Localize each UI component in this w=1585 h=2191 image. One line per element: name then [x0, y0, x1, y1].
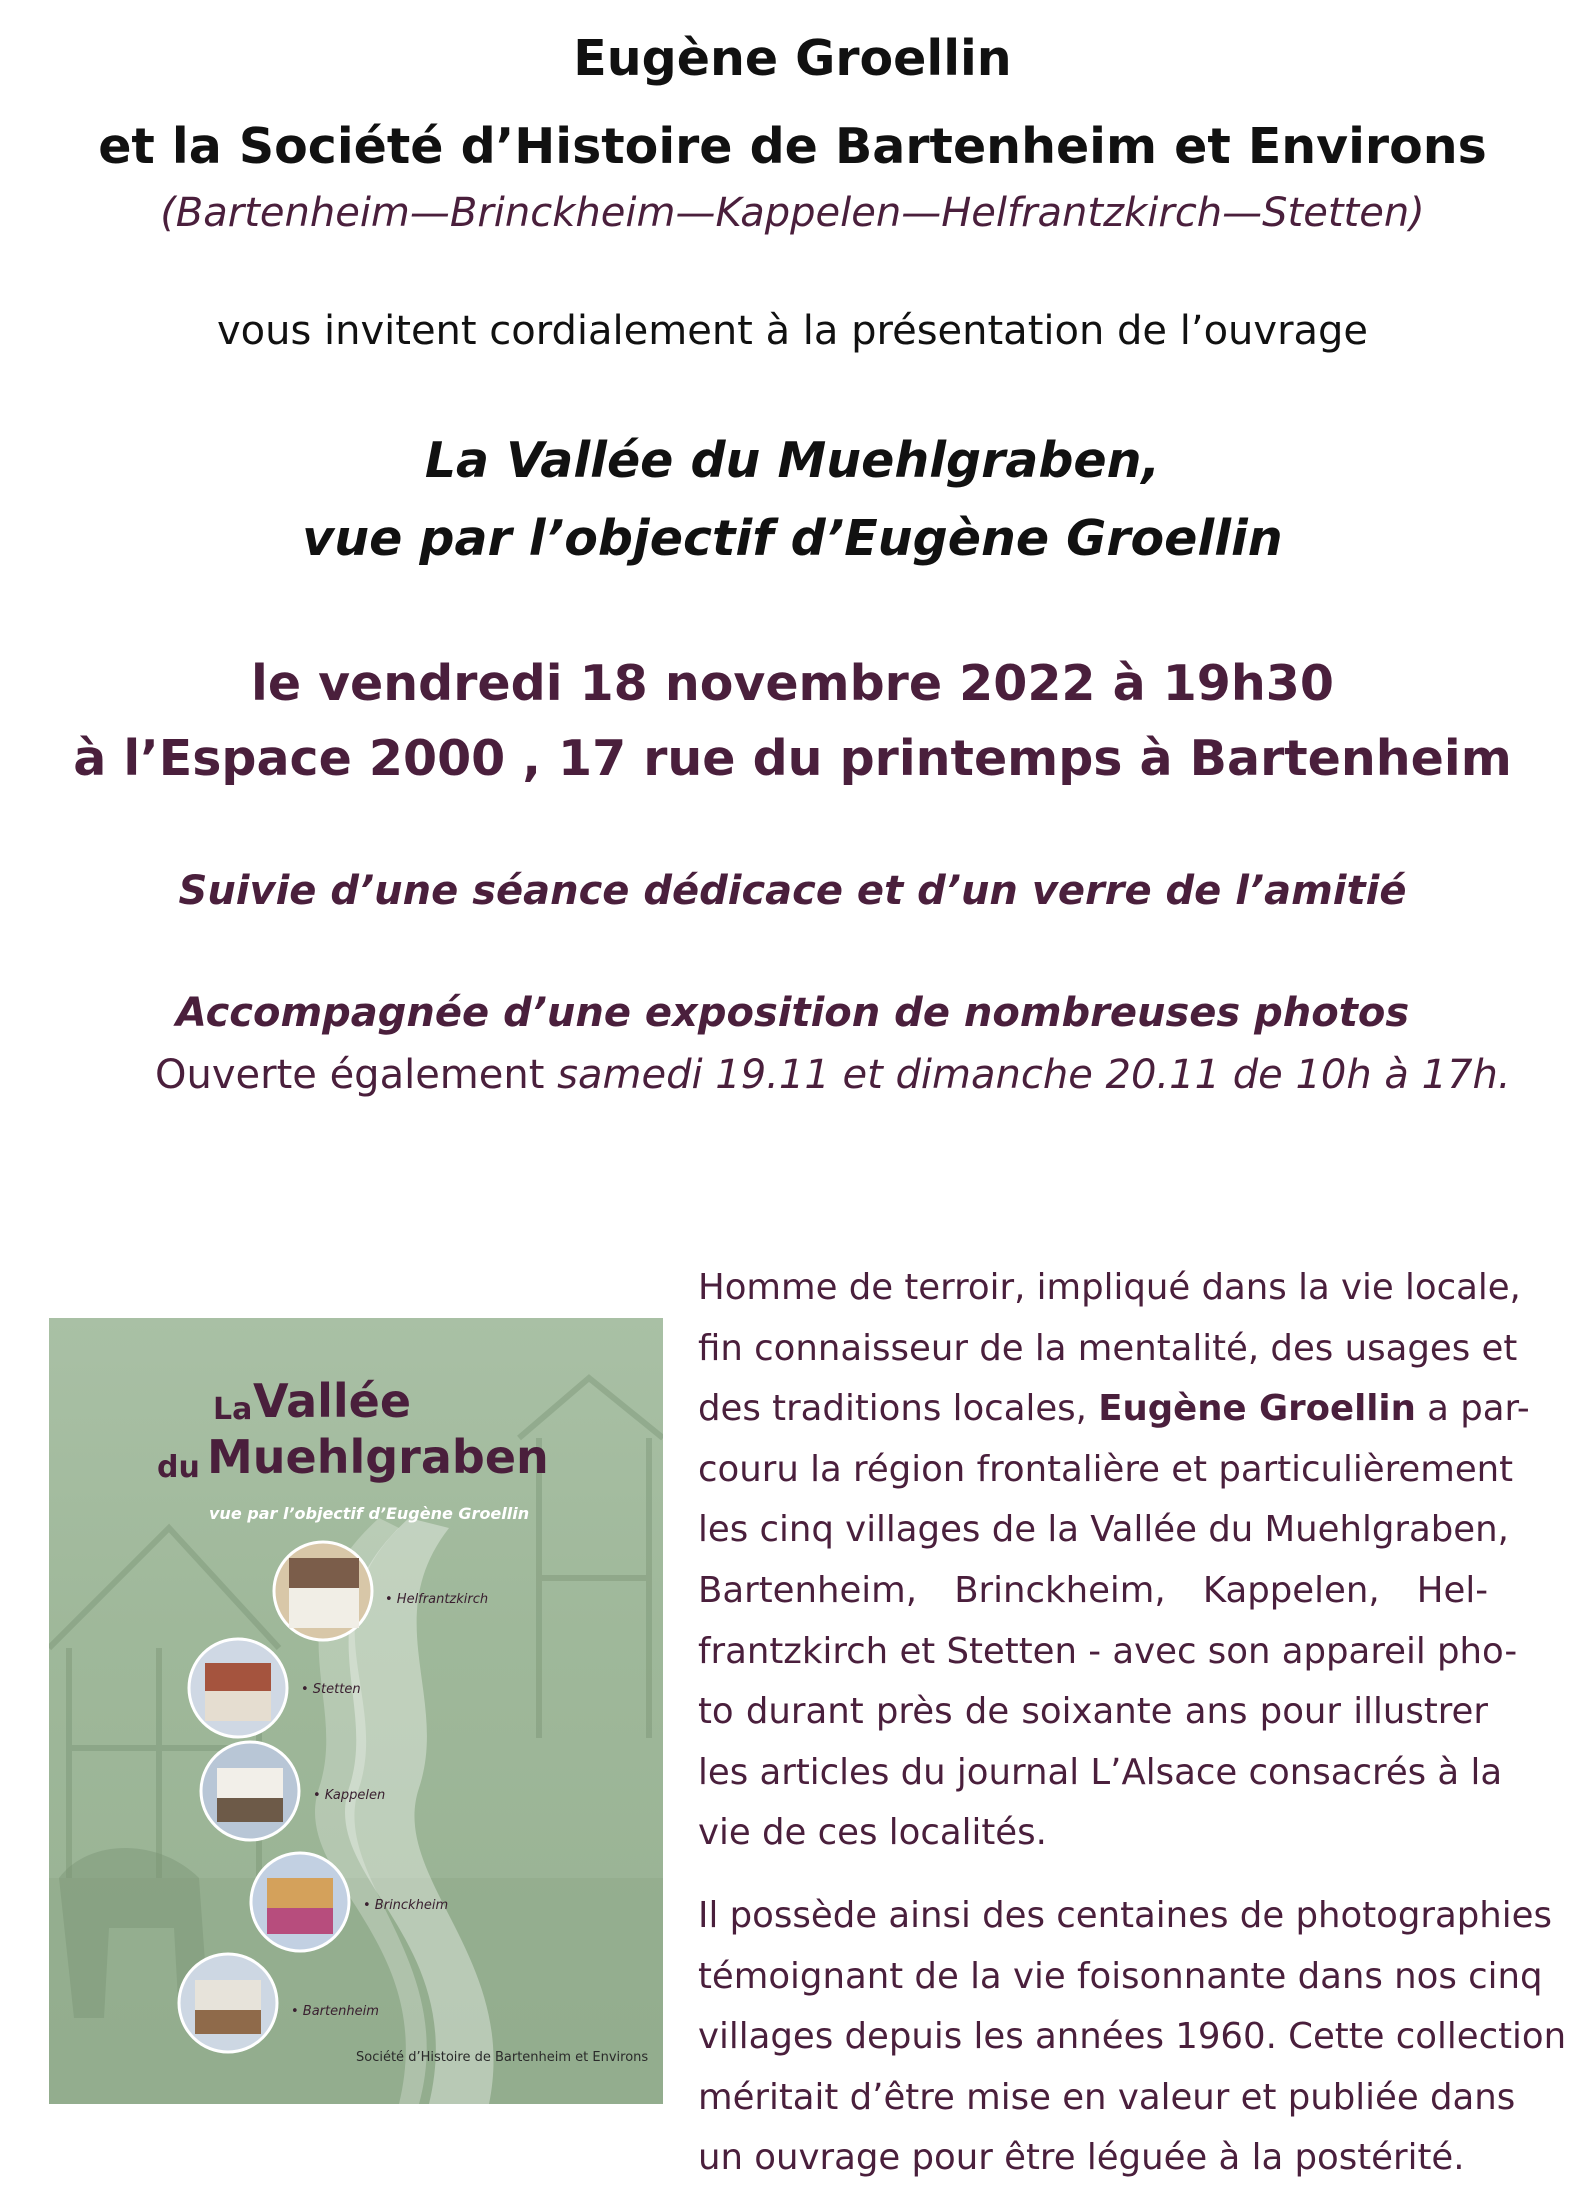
description-line: Homme de terroir, impliqué dans la vie locale,	[698, 1267, 1521, 1308]
cover-title-vallee: Vallée	[253, 1374, 412, 1428]
description-line: vie de ces localités.	[698, 1812, 1047, 1854]
cover-title-la: La	[213, 1392, 253, 1427]
exhibition-hours-dates: samedi 19.11 et dimanche 20.11 de 10h à 17h.	[557, 1052, 1511, 1098]
description-line: les articles du journal L’Alsace consacrés à la	[698, 1751, 1503, 1793]
description-line: un ouvrage pour être léguée à la postérité.	[698, 2137, 1465, 2179]
event-date: le vendredi 18 novembre 2022 à 19h30	[251, 655, 1334, 712]
cover-village-label: • Helfrantzkirch	[385, 1592, 489, 1607]
description-paragraph-1	[698, 1258, 1530, 1864]
description-line: méritait d’être mise en valeur et publiée dans	[698, 2076, 1516, 2118]
villages-list: (Bartenheim—Brinckheim—Kappelen—Helfrantzkirch—Stetten)	[160, 190, 1425, 236]
event-followup: Suivie d’une séance dédicace et d’un verre de l’amitié	[178, 868, 1407, 914]
description-line: to durant près de soixante ans pour illustrer	[698, 1691, 1488, 1733]
description-text: des traditions locales,	[698, 1388, 1087, 1430]
cover-publisher: Société d’Histoire de Bartenheim et Environs	[356, 2050, 649, 2065]
cover-subtitle: vue par l’objectif d’Eugène Groellin	[209, 1504, 530, 1523]
description-line: villages depuis les années 1960. Cette collection	[698, 2016, 1567, 2058]
cover-title-muehlgraben: Muehlgraben	[207, 1430, 549, 1484]
invitation-text: vous invitent cordialement à la présentation de l’ouvrage	[216, 308, 1369, 354]
event-place: à l’Espace 2000 , 17 rue du printemps à Bartenheim	[73, 730, 1512, 787]
description-line	[698, 1379, 1530, 1440]
book-title-line1: La Vallée du Muehlgraben,	[424, 432, 1161, 489]
description-line: Il possède ainsi des centaines de photographies	[698, 1894, 1552, 1936]
exhibition-title: Accompagnée d’une exposition de nombreuses photos	[175, 990, 1410, 1036]
cover-village-label: • Brinckheim	[363, 1898, 449, 1913]
cover-village-label: • Kappelen	[313, 1788, 386, 1803]
exhibition-hours-prefix: Ouverte également	[155, 1052, 558, 1098]
exhibition-hours	[155, 1052, 1511, 1098]
author-name: Eugène Groellin	[1098, 1388, 1416, 1430]
description-line: fin connaisseur de la mentalité, des usages et	[698, 1327, 1518, 1369]
organizer-society: et la Société d’Histoire de Bartenheim et Environs	[98, 118, 1487, 175]
description-line: Bartenheim, Brinckheim, Kappelen, Hel-	[698, 1569, 1488, 1611]
cover-village-label: • Stetten	[301, 1682, 361, 1697]
book-cover-image	[49, 1318, 663, 2104]
cover-village-label: • Bartenheim	[291, 2004, 379, 2019]
description-line: les cinq villages de la Vallée du Muehlgraben,	[698, 1509, 1509, 1551]
book-description	[698, 1258, 1567, 2189]
organizer-name: Eugène Groellin	[573, 30, 1012, 87]
cover-title-du: du	[157, 1450, 200, 1485]
description-paragraph-2	[698, 1886, 1567, 2189]
description-line: témoignant de la vie foisonnante dans nos cinq	[698, 1955, 1543, 1997]
description-line: couru la région frontalière et particulièrement	[698, 1448, 1514, 1490]
description-text: a par-	[1427, 1388, 1530, 1430]
book-title-line2: vue par l’objectif d’Eugène Groellin	[302, 510, 1283, 567]
description-line: frantzkirch et Stetten - avec son appareil pho-	[698, 1630, 1518, 1672]
